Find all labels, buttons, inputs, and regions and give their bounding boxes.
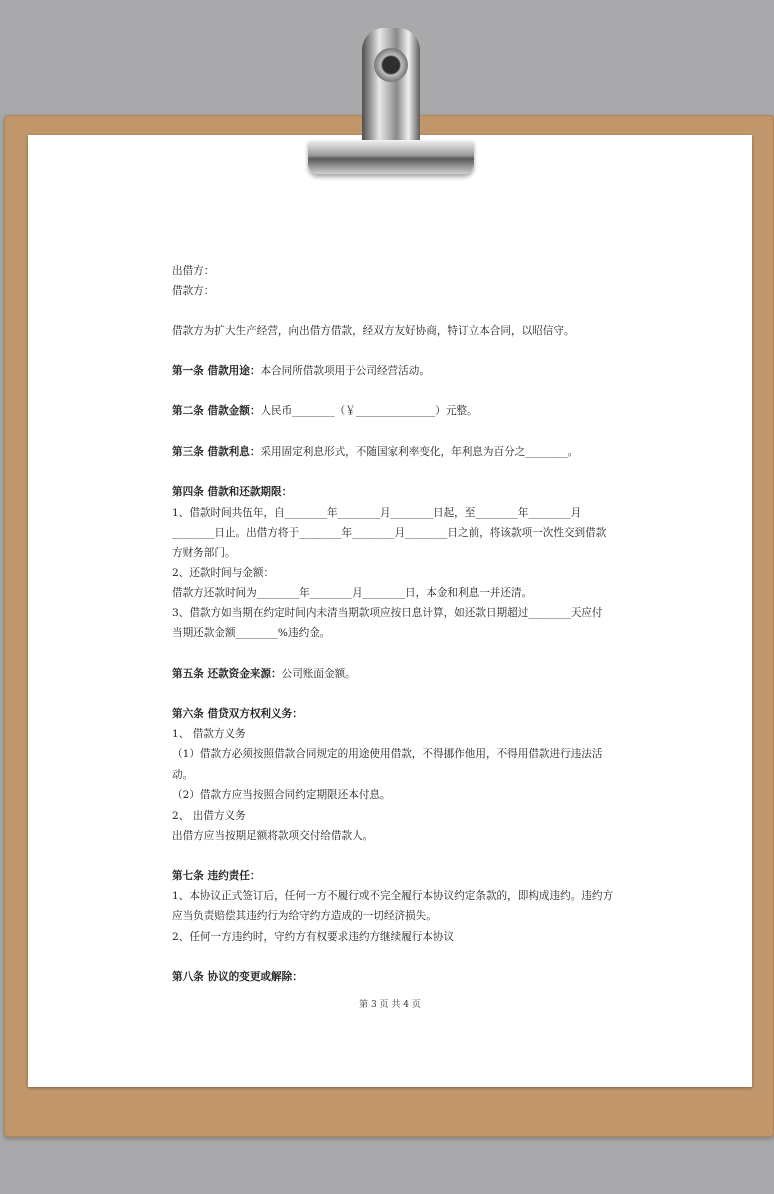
article-6-heading: 第六条 借贷双方权利义务：	[172, 708, 303, 720]
article-2	[172, 401, 478, 421]
article-6-line-3: 动。	[172, 769, 194, 781]
article-6-line-4: （2）借款方应当按照合同约定期限还本付息。	[172, 789, 391, 801]
article-7-heading: 第七条 违约责任：	[172, 870, 261, 882]
article-4-heading: 第四条 借款和还款期限：	[172, 486, 293, 498]
article-7-line-3: 2、任何一方违约时，守约方有权要求违约方继续履行本协议	[172, 931, 455, 943]
article-body: 公司账面金额。	[281, 668, 356, 680]
binder-clip-arm	[362, 28, 420, 146]
article-title: 第二条 借款金额：	[172, 405, 261, 417]
lender-label: 出借方：	[172, 265, 215, 277]
article-4-line-2: ________日止。出借方将于________年________月________日之前，将该款项一次性交到借款	[172, 527, 607, 539]
article-4-line-3: 方财务部门。	[172, 547, 236, 559]
article-1	[172, 361, 430, 381]
article-3	[172, 442, 578, 462]
article-4-line-4: 2、还款时间与金额：	[172, 567, 275, 579]
article-5	[172, 664, 356, 684]
article-4-line-1: 1、借款时间共伍年，自________年________月________日起，至________年________月	[172, 507, 582, 519]
article-body: 人民币________（￥_______________）元整。	[260, 405, 478, 417]
article-6-line-5: 2、 出借方义务	[172, 810, 246, 822]
article-7-line-1: 1、本协议正式签订后，任何一方不履行或不完全履行本协议约定条款的，即构成违约。违约方	[172, 890, 614, 902]
article-4-line-6: 3、借款方如当期在约定时间内未清当期款项应按日息计算，如还款日期超过________天应付	[172, 607, 603, 619]
binder-clip-base	[308, 140, 474, 174]
article-7-line-2: 应当负责赔偿其违约行为给守约方造成的一切经济损失。	[172, 910, 437, 922]
article-body: 采用固定利息形式，不随国家利率变化，年利息为百分之________。	[260, 446, 579, 458]
borrower-label: 借款方：	[172, 285, 215, 297]
binder-clip-ring	[374, 48, 408, 82]
article-4-line-7: 当期还款金额________%违约金。	[172, 627, 331, 639]
article-6-line-6: 出借方应当按期足额将款项交付给借款人。	[172, 830, 374, 842]
page-number: 第 3 页 共 4 页	[359, 1000, 421, 1010]
article-8-heading: 第八条 协议的变更或解除：	[172, 971, 303, 983]
article-title: 第五条 还款资金来源：	[172, 668, 282, 680]
preamble: 借款方为扩大生产经营，向出借方借款，经双方友好协商，特订立本合同，以昭信守。	[172, 325, 575, 337]
article-title: 第一条 借款用途：	[172, 365, 261, 377]
article-6-line-2: （1）借款方必须按照借款合同规定的用途使用借款，不得挪作他用，不得用借款进行违法活	[172, 748, 603, 760]
article-6-line-1: 1、 借款方义务	[172, 728, 246, 740]
article-body: 本合同所借款项用于公司经营活动。	[260, 365, 430, 377]
article-title: 第三条 借款利息：	[172, 446, 261, 458]
article-4-line-5: 借款方还款时间为________年________月________日，本金和利息一并还清。	[172, 587, 533, 599]
watermark	[88, 460, 138, 513]
